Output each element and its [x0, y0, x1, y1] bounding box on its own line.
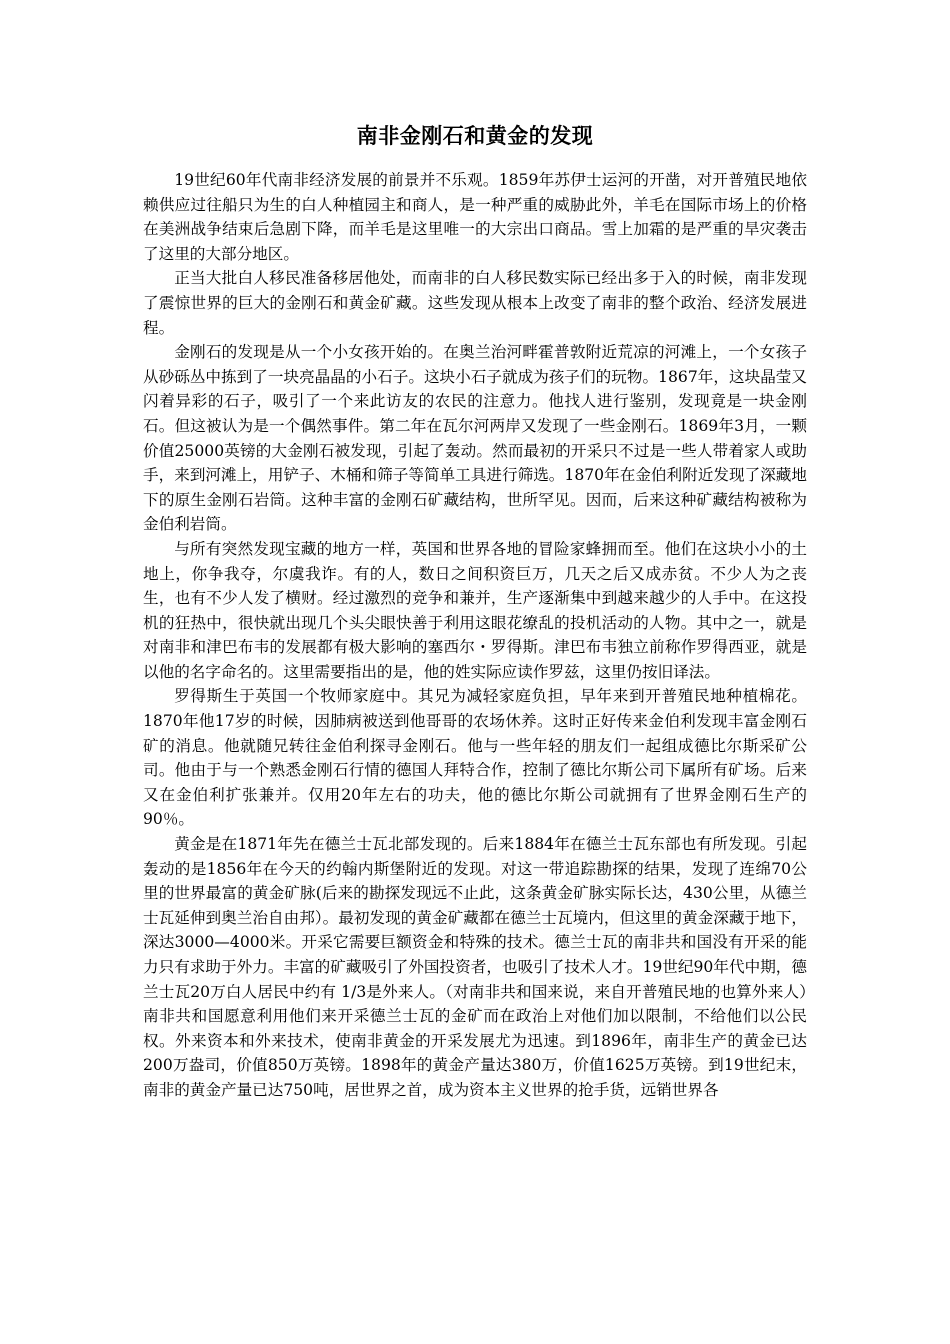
document-body — [143, 168, 807, 1103]
paragraph-4: 与所有突然发现宝藏的地方一样，英国和世界各地的冒险家蜂拥而至。他们在这块小小的土地上，你争我夺，尔虞我诈。有的人，数日之间积资巨万，几天之后又成赤贫。不少人为之丧生，也有不少人发了横财。经过激烈的竞争和兼并，生产逐渐集中到越来越少的人手中。在这投机的狂热中，很快就出现几个头尖眼快善于利用这眼花缭乱的投机活动的人物。其中之一，就是对南非和津巴布韦的发展都有极大影响的塞西尔・罗得斯。津巴布韦独立前称作罗得西亚，就是以他的名字命名的。这里需要指出的是，他的姓实际应读作罗兹，这里仍按旧译法。 — [143, 539, 807, 681]
paragraph-6: 黄金是在1871年先在德兰士瓦北部发现的。后来1884年在德兰士瓦东部也有所发现。引起轰动的是1856年在今天的约翰内斯堡附近的发现。对这一带追踪勘探的结果，发现了连绵70公里的世界最富的黄金矿脉(后来的勘探发现远不止此，这条黄金矿脉实际长达，430公里，从德兰士瓦延伸到奥兰治自由邦）。最初发现的黄金矿藏都在德兰士瓦境内，但这里的黄金深藏于地下，深达3000—4000米。开采它需要巨额资金和特殊的技术。德兰士瓦的南非共和国没有开采的能力只有求助于外力。丰富的矿藏吸引了外国投资者，也吸引了技术人才。19世纪90年代中期，德兰士瓦20万白人居民中约有 1/3是外来人。（对南非共和国来说，来自开普殖民地的也算外来人）南非共和国愿意利用他们来开采德兰士瓦的金矿而在政治上对他们加以限制，不给他们以公民权。外来资本和外来技术，使南非黄金的开采发展尤为迅速。到1896年，南非生产的黄金已达200万盎司，价值850万英镑。1898年的黄金产量达380万，价值1625万英镑。到19世纪末，南非的黄金产量已达750吨，居世界之首，成为资本主义世界的抢手货，远销世界各 — [143, 835, 807, 1099]
paragraph-3: 金刚石的发现是从一个小女孩开始的。在奥兰治河畔霍普敦附近荒凉的河滩上，一个女孩子从砂砾丛中拣到了一块亮晶晶的小石子。这块小石子就成为孩子们的玩物。1867年，这块晶莹又闪着异彩的石子，吸引了一个来此访友的农民的注意力。他找人进行鉴别，发现竟是一块金刚石。但这被认为是一个偶然事件。第二年在瓦尔河两岸又发现了一些金刚石。1869年3月，一颗价值25000英镑的大金刚石被发现，引起了轰动。然而最初的开采只不过是一些人带着家人或助手，来到河滩上，用铲子、木桶和筛子等简单工具进行筛选。1870年在金伯利附近发现了深藏地下的原生金刚石岩筒。这种丰富的金刚石矿藏结构，世所罕见。因而，后来这种矿藏结构被称为金伯利岩筒。 — [143, 343, 807, 534]
document-title: 南非金刚石和黄金的发现 — [356, 124, 594, 148]
paragraph-1: 19世纪60年代南非经济发展的前景并不乐观。1859年苏伊士运河的开凿，对开普殖民地依赖供应过往船只为生的白人种植园主和商人，是一种严重的威胁此外，羊毛在国际市场上的价格在美洲战争结束后急剧下降，而羊毛是这里唯一的大宗出口商品。雪上加霜的是严重的旱灾袭击了这里的大部分地区。 — [143, 171, 807, 263]
paragraph-2: 正当大批白人移民准备移居他处，而南非的白人移民数实际已经出多于入的时候，南非发现了震惊世界的巨大的金刚石和黄金矿藏。这些发现从根本上改变了南非的整个政治、经济发展进程。 — [143, 269, 807, 337]
paragraph-5: 罗得斯生于英国一个牧师家庭中。其兄为减轻家庭负担，早年来到开普殖民地种植棉花。1870年他17岁的时候，因肺病被送到他哥哥的农场休养。这时正好传来金伯利发现丰富金刚石矿的消息。他就随兄转往金伯利探寻金刚石。他与一些年轻的朋友们一起组成德比尔斯采矿公司。他由于与一个熟悉金刚石行情的德国人拜特合作，控制了德比尔斯公司下属所有矿场。后来又在金伯利扩张兼并。仅用20年左右的功夫，他的德比尔斯公司就拥有了世界金刚石生产的90％。 — [143, 687, 807, 829]
